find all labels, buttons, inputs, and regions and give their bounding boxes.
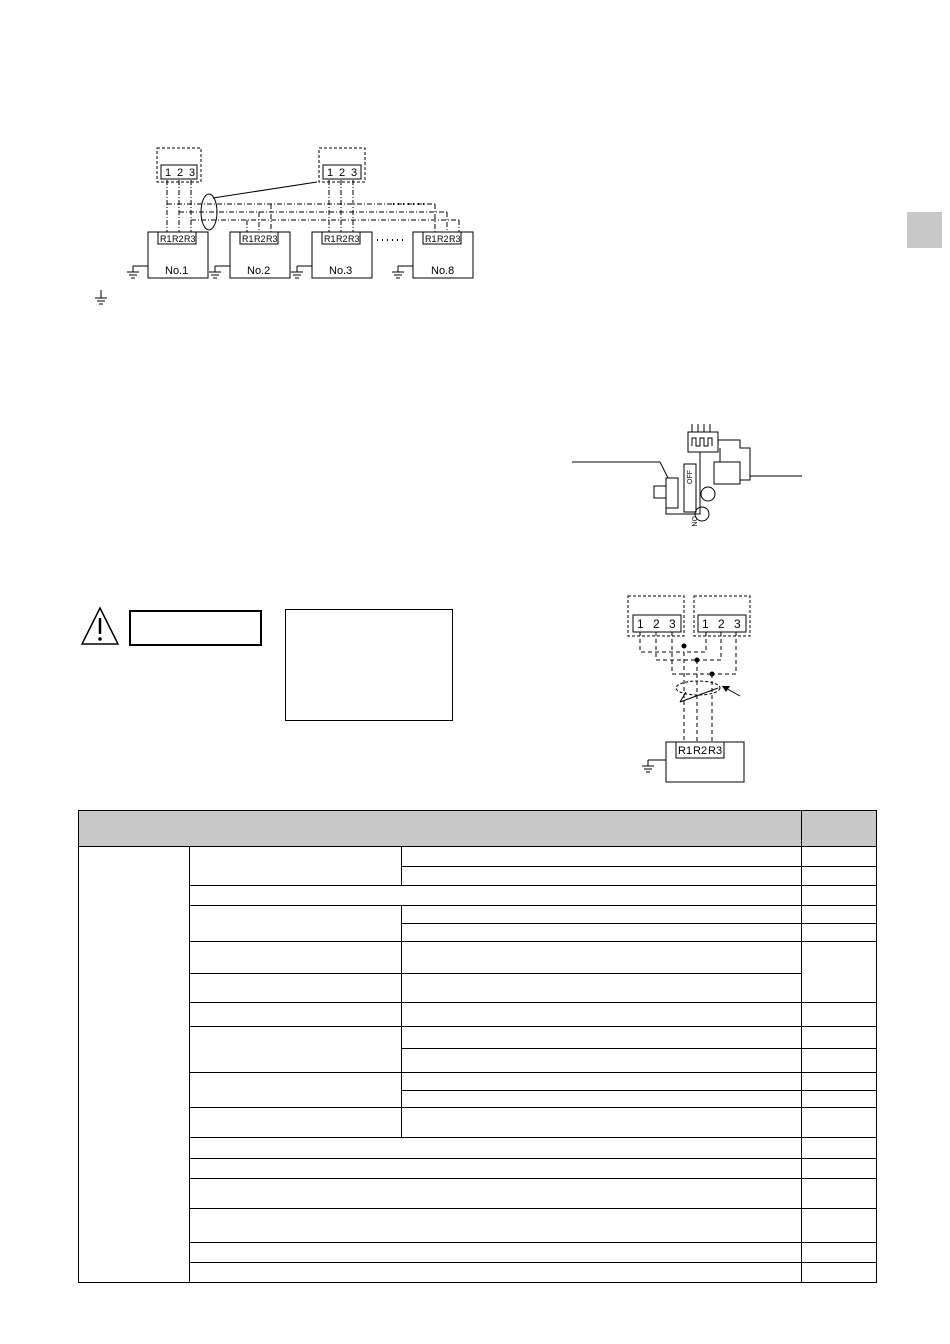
svg-text:No.8: No.8 bbox=[431, 265, 455, 277]
table-cell bbox=[190, 1138, 802, 1159]
table-cell bbox=[190, 847, 402, 886]
table-cell bbox=[190, 1027, 402, 1073]
table-cell bbox=[190, 1159, 802, 1179]
table-cell bbox=[402, 847, 802, 867]
table-cell bbox=[402, 1073, 802, 1091]
table-cell bbox=[802, 924, 877, 942]
section-tab bbox=[907, 212, 942, 248]
svg-text:R2: R2 bbox=[693, 745, 708, 757]
table-cell bbox=[402, 1027, 802, 1049]
table-cell bbox=[802, 1073, 877, 1091]
svg-text:No.2: No.2 bbox=[247, 265, 271, 277]
svg-text:R3: R3 bbox=[708, 745, 723, 757]
svg-text:R2: R2 bbox=[254, 234, 266, 244]
table-cell bbox=[802, 867, 877, 886]
svg-text:R1: R1 bbox=[678, 745, 693, 757]
svg-text:R1: R1 bbox=[242, 234, 254, 244]
indoor-unit-3 bbox=[312, 232, 372, 278]
svg-text:ON: ON bbox=[690, 516, 697, 527]
table-cell bbox=[190, 1263, 802, 1283]
svg-text:R1: R1 bbox=[425, 234, 437, 244]
table-cell bbox=[802, 1003, 877, 1027]
svg-text:R2: R2 bbox=[336, 234, 348, 244]
table-cell bbox=[802, 1138, 877, 1159]
indoor-unit-2 bbox=[230, 232, 290, 278]
table-cell bbox=[802, 1027, 877, 1049]
table-cell bbox=[190, 974, 402, 1003]
table-cell bbox=[802, 1049, 877, 1073]
table-cell bbox=[190, 1243, 802, 1263]
svg-text:OFF: OFF bbox=[687, 470, 694, 484]
table-cell bbox=[402, 974, 802, 1003]
warning-triangle-icon bbox=[80, 606, 120, 646]
svg-text:R3: R3 bbox=[184, 234, 196, 244]
wiring-diagram-dual-remote bbox=[620, 590, 780, 790]
svg-text:R3: R3 bbox=[449, 234, 461, 244]
svg-text:R3: R3 bbox=[348, 234, 360, 244]
table-cell bbox=[802, 886, 877, 906]
table-cell bbox=[802, 1091, 877, 1108]
table-cell bbox=[190, 1179, 802, 1209]
svg-text:R3: R3 bbox=[266, 234, 278, 244]
table-group-cell bbox=[79, 847, 190, 1283]
svg-text:R2: R2 bbox=[172, 234, 184, 244]
spec-table bbox=[78, 810, 877, 1283]
svg-text:1: 1 bbox=[637, 617, 644, 631]
svg-text:2: 2 bbox=[653, 617, 660, 631]
table-cell bbox=[802, 847, 877, 867]
table-cell bbox=[402, 1091, 802, 1108]
table-cell bbox=[802, 942, 877, 1003]
table-cell bbox=[802, 1159, 877, 1179]
table-cell bbox=[802, 1263, 877, 1283]
wiring-diagram-multi-unit bbox=[85, 140, 505, 320]
table-cell bbox=[190, 1003, 402, 1027]
table-cell bbox=[402, 867, 802, 886]
terminal-label: 3 bbox=[189, 167, 196, 179]
table-cell bbox=[802, 1179, 877, 1209]
table-cell bbox=[190, 1108, 402, 1138]
table-cell bbox=[802, 1243, 877, 1263]
table-cell bbox=[402, 1108, 802, 1138]
caution-label bbox=[129, 610, 262, 646]
svg-text:R1: R1 bbox=[160, 234, 172, 244]
svg-text:No.3: No.3 bbox=[329, 265, 353, 277]
terminal-label: 1 bbox=[165, 167, 172, 179]
table-cell bbox=[802, 1108, 877, 1138]
table-header-value bbox=[802, 811, 877, 847]
table-cell bbox=[402, 906, 802, 924]
terminal-label: 2 bbox=[177, 167, 184, 179]
terminal-label: 3 bbox=[351, 167, 358, 179]
svg-text:3: 3 bbox=[734, 617, 741, 631]
table-cell bbox=[802, 906, 877, 924]
table-cell bbox=[402, 1049, 802, 1073]
table-cell bbox=[190, 1073, 402, 1108]
svg-text:2: 2 bbox=[718, 617, 725, 631]
table-cell bbox=[190, 1209, 802, 1243]
indoor-unit-8 bbox=[413, 232, 473, 278]
table-cell bbox=[802, 1209, 877, 1243]
indoor-unit-1 bbox=[148, 232, 208, 278]
svg-text:1: 1 bbox=[702, 617, 709, 631]
svg-text:R1: R1 bbox=[324, 234, 336, 244]
table-cell bbox=[190, 886, 802, 906]
svg-text:R2: R2 bbox=[437, 234, 449, 244]
terminal-label: 2 bbox=[339, 167, 346, 179]
table-header-title bbox=[79, 811, 802, 847]
ground-icon bbox=[642, 760, 666, 772]
table-cell bbox=[402, 1003, 802, 1027]
caution-note bbox=[285, 609, 453, 721]
svg-text:No.1: No.1 bbox=[165, 265, 189, 277]
terminal-label: 1 bbox=[327, 167, 334, 179]
table-cell bbox=[190, 906, 402, 942]
svg-text:3: 3 bbox=[669, 617, 676, 631]
table-cell bbox=[402, 924, 802, 942]
switch-diagram bbox=[570, 420, 810, 530]
table-cell bbox=[402, 942, 802, 974]
table-cell bbox=[190, 942, 402, 974]
